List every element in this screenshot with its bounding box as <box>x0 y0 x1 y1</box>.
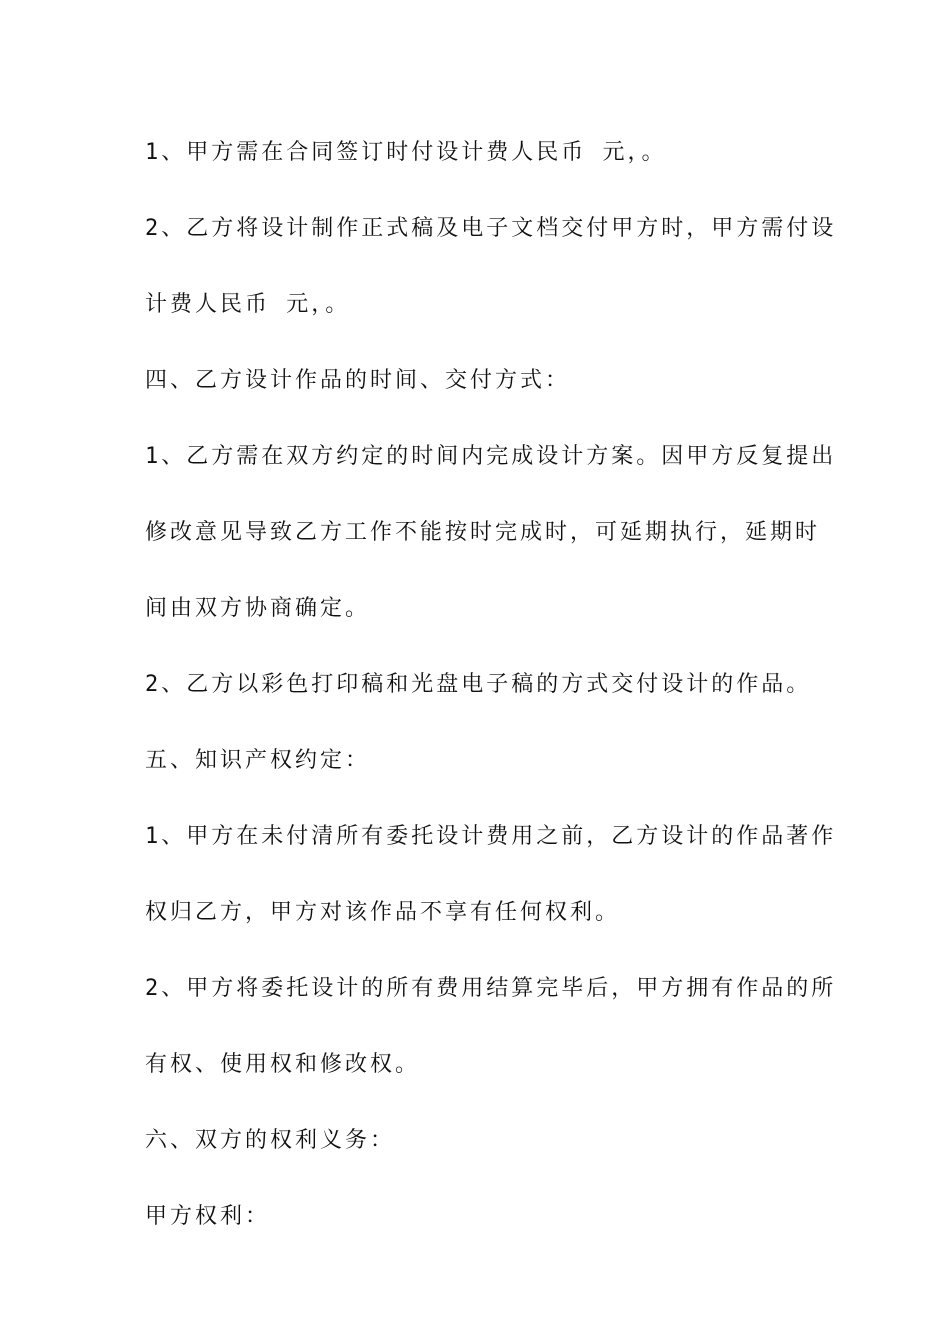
party-a-rights-heading: 甲方权利： <box>145 1204 271 1229</box>
ip-clause-1-line-2: 权归乙方，甲方对该作品不享有任何权利。 <box>145 900 621 925</box>
delivery-clause-1-line-3: 间由双方协商确定。 <box>145 596 371 621</box>
payment-clause-2-line-1: 2、乙方将设计制作正式稿及电子文档交付甲方时，甲方需付设 <box>145 216 837 241</box>
delivery-clause-2: 2、乙方以彩色打印稿和光盘电子稿的方式交付设计的作品。 <box>145 672 812 697</box>
delivery-clause-1-line-1: 1、乙方需在双方约定的时间内完成设计方案。因甲方反复提出 <box>145 444 837 469</box>
payment-clause-2-line-2: 计费人民币 元，。 <box>145 292 351 317</box>
delivery-clause-1-line-2: 修改意见导致乙方工作不能按时完成时，可延期执行，延期时 <box>145 520 821 545</box>
section-heading-ip: 五、知识产权约定： <box>145 748 371 773</box>
ip-clause-1-line-1: 1、甲方在未付清所有委托设计费用之前，乙方设计的作品著作 <box>145 824 837 849</box>
section-heading-rights: 六、双方的权利义务： <box>145 1128 396 1153</box>
document-body <box>145 128 837 1268</box>
ip-clause-2-line-1: 2、甲方将委托设计的所有费用结算完毕后，甲方拥有作品的所 <box>145 976 837 1001</box>
section-heading-delivery: 四、乙方设计作品的时间、交付方式： <box>145 368 571 393</box>
ip-clause-2-line-2: 有权、使用权和修改权。 <box>145 1052 421 1077</box>
payment-clause-1: 1、甲方需在合同签订时付设计费人民币 元，。 <box>145 140 667 165</box>
